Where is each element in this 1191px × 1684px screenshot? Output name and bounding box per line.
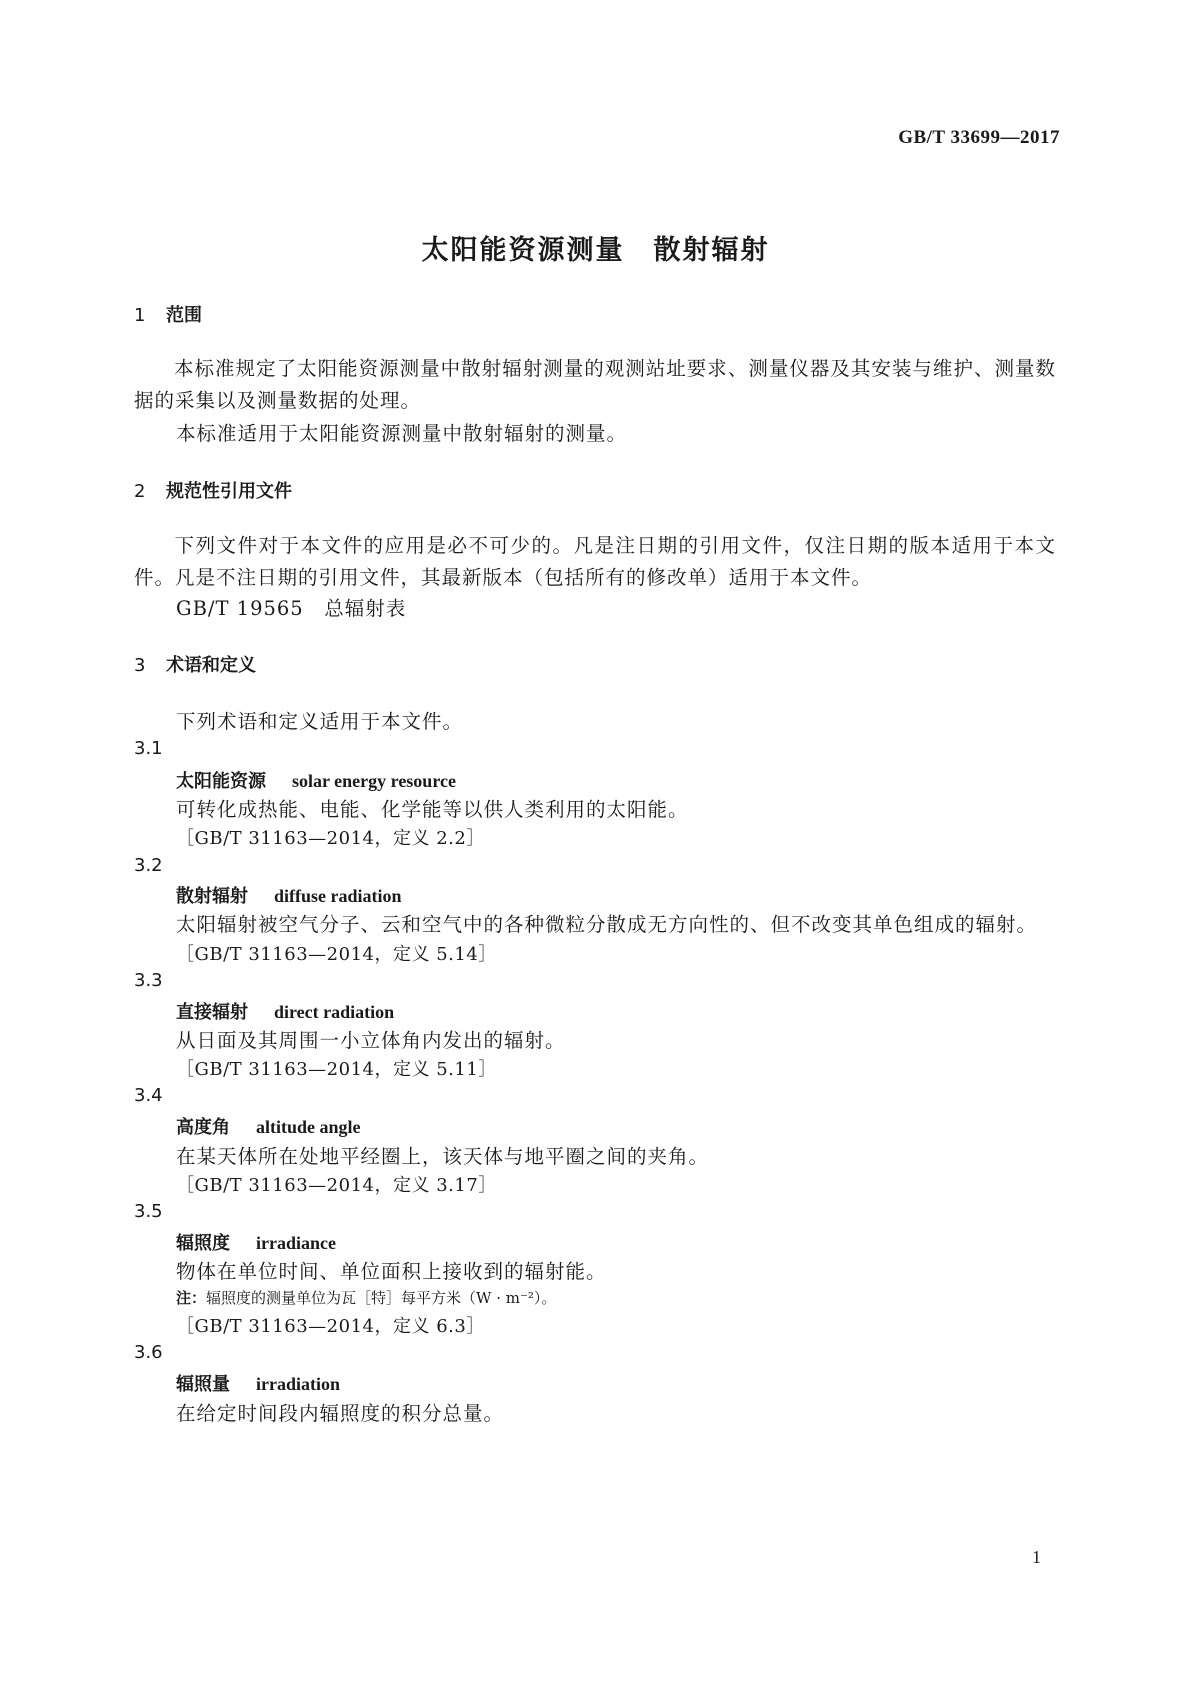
term-heading	[176, 767, 456, 793]
section-number: 3	[134, 655, 146, 676]
term-zh: 辐照度	[176, 1233, 230, 1254]
term-number: 3.4	[134, 1085, 163, 1106]
term-number: 3.2	[134, 855, 163, 876]
standard-number: GB/T 33699—2017	[898, 127, 1060, 148]
term-en: solar energy resource	[292, 771, 456, 791]
section-3-intro: 下列术语和定义适用于本文件。	[176, 710, 464, 733]
document-title: 太阳能资源测量 散射辐射	[421, 235, 770, 266]
term-definition: 太阳辐射被空气分子、云和空气中的各种微粒分散成无方向性的、但不改变其单色组成的辐射。	[176, 913, 1038, 936]
section-title: 术语和定义	[166, 655, 256, 676]
term-source: ［GB/T 31163—2014，定义 5.11］	[176, 1059, 497, 1080]
term-definition: 从日面及其周围一小立体角内发出的辐射。	[176, 1029, 566, 1052]
term-source: ［GB/T 31163—2014，定义 2.2］	[176, 828, 485, 849]
term-definition: 在给定时间段内辐照度的积分总量。	[176, 1402, 505, 1425]
term-number: 3.1	[134, 738, 163, 759]
section-number: 2	[134, 481, 146, 502]
section-1-heading	[134, 301, 202, 327]
term-heading	[176, 882, 402, 908]
term-definition: 物体在单位时间、单位面积上接收到的辐射能。	[176, 1260, 607, 1283]
note-label: 注：	[176, 1289, 207, 1307]
section-number: 1	[134, 305, 146, 326]
term-note	[176, 1287, 556, 1308]
term-en: irradiation	[256, 1374, 340, 1394]
term-heading	[176, 1229, 336, 1255]
section-1-paragraph-2: 本标准适用于太阳能资源测量中散射辐射的测量。	[176, 422, 628, 445]
term-zh: 辐照量	[176, 1374, 230, 1395]
term-heading	[176, 1370, 340, 1396]
term-en: diffuse radiation	[274, 886, 402, 906]
term-en: irradiance	[256, 1233, 336, 1253]
term-heading	[176, 998, 394, 1024]
term-zh: 高度角	[176, 1117, 230, 1138]
term-source: ［GB/T 31163—2014，定义 5.14］	[176, 944, 497, 965]
term-definition: 在某天体所在处地平经圈上，该天体与地平圈之间的夹角。	[176, 1145, 710, 1168]
term-zh: 散射辐射	[176, 886, 248, 907]
term-heading	[176, 1113, 361, 1139]
term-number: 3.5	[134, 1201, 163, 1222]
normative-reference: GB/T 19565 总辐射表	[176, 597, 407, 620]
section-2-paragraph-1: 下列文件对于本文件的应用是必不可少的。凡是注日期的引用文件，仅注日期的版本适用于本文件。凡是不注日期的引用文件，其最新版本（包括所有的修改单）适用于本文件。	[134, 534, 1056, 589]
term-source: ［GB/T 31163—2014，定义 3.17］	[176, 1175, 497, 1196]
term-zh: 太阳能资源	[176, 771, 266, 792]
section-title: 范围	[166, 305, 202, 326]
term-definition: 可转化成热能、电能、化学能等以供人类利用的太阳能。	[176, 798, 689, 821]
term-source: ［GB/T 31163—2014，定义 6.3］	[176, 1316, 485, 1337]
term-number: 3.3	[134, 970, 163, 991]
section-title: 规范性引用文件	[166, 481, 292, 502]
section-3-heading	[134, 651, 256, 677]
term-number: 3.6	[134, 1342, 163, 1363]
section-2-heading	[134, 477, 292, 503]
term-zh: 直接辐射	[176, 1002, 248, 1023]
term-en: direct radiation	[274, 1002, 395, 1022]
note-text: 辐照度的测量单位为瓦［特］每平方米（W · m⁻²）。	[206, 1289, 557, 1307]
section-1-paragraph-1: 本标准规定了太阳能资源测量中散射辐射测量的观测站址要求、测量仪器及其安装与维护、测量数据的采集以及测量数据的处理。	[134, 357, 1056, 412]
term-en: altitude angle	[256, 1117, 361, 1137]
page-number: 1	[1032, 1547, 1041, 1567]
